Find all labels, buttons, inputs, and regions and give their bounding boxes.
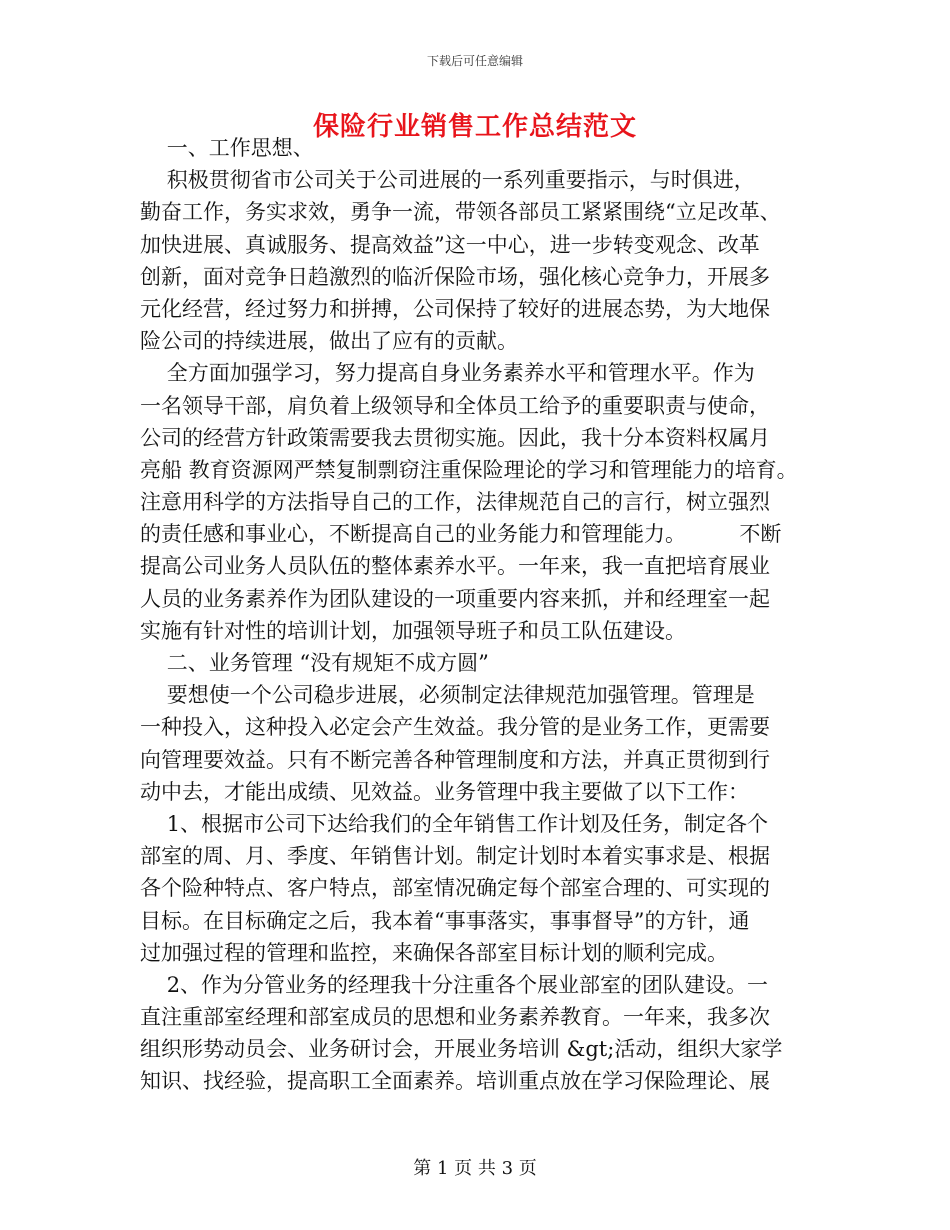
body-line: 人员的业务素养作为团队建设的一项重要内容来抓，并和经理室一起 — [140, 586, 770, 611]
body-line: 过加强过程的管理和监控，来确保各部室目标计划的顺利完成。 — [140, 940, 728, 965]
body-line: 组织形势动员会、业务研讨会，开展业务培训 &gt;活动，组织大家学 — [140, 1037, 783, 1062]
document-title: 保险行业销售工作总结范文 — [312, 112, 637, 142]
body-line: 一、工作思想、 — [140, 136, 314, 160]
body-line: 1、根据市公司下达给我们的全年销售工作计划及任务，制定各个 — [140, 811, 769, 836]
body-line: 险公司的持续进展，做出了应有的贡献。 — [140, 329, 518, 354]
body-line: 一种投入，这种投入必定会产生效益。我分管的是业务工作，更需要 — [140, 715, 770, 740]
body-line: 向管理要效益。只有不断完善各种管理制度和方法，并真正贯彻到行 — [140, 747, 770, 772]
body-line: 二、业务管理 “没有规矩不成方圆” — [140, 651, 489, 675]
body-line: 勤奋工作，务实求效，勇争一流，带领各部员工紧紧围绕“立足改革、 — [140, 200, 781, 225]
body-line: 亮船 教育资源网严禁复制剽窃注重保险理论的学习和管理能力的培育。 — [140, 457, 798, 482]
body-line: 积极贯彻省市公司关于公司进展的一系列重要指示，与时俱进， — [140, 168, 755, 193]
body-line: 实施有针对性的培训计划，加强领导班子和员工队伍建设。 — [140, 618, 686, 643]
page-header-note: 下载后可任意编辑 — [426, 54, 523, 68]
body-line: 公司的经营方针政策需要我去贯彻实施。因此，我十分本资料权属月 — [140, 425, 770, 450]
body-line: 部室的周、月、季度、年销售计划。制定计划时本着实事求是、根据 — [140, 844, 770, 869]
body-line: 一名领导干部，肩负着上级领导和全体员工给予的重要职责与使命， — [140, 393, 770, 418]
body-line: 提高公司业务人员队伍的整体素养水平。一年来，我一直把培育展业 — [140, 554, 770, 579]
body-line: 加快进展、真诚服务、提高效益”这一中心，进一步转变观念、改革 — [140, 232, 760, 257]
body-line: 动中去，才能出成绩、见效益。业务管理中我主要做了以下工作： — [140, 779, 749, 804]
body-line: 全方面加强学习，努力提高自身业务素养水平和管理水平。作为 — [140, 361, 755, 386]
body-line: 要想使一个公司稳步进展，必须制定法律规范加强管理。管理是 — [140, 683, 755, 708]
body-line: 各个险种特点、客户特点，部室情况确定每个部室合理的、可实现的 — [140, 876, 770, 901]
body-line: 直注重部室经理和部室成员的思想和业务素养教育。一年来，我多次 — [140, 1005, 770, 1030]
body-line: 知识、找经验，提高职工全面素养。培训重点放在学习保险理论、展 — [140, 1069, 770, 1094]
body-line: 2、作为分管业务的经理我十分注重各个展业部室的团队建设。一 — [140, 972, 769, 997]
body-line: 目标。在目标确定之后，我本着“事事落实，事事督导”的方针，通 — [140, 908, 750, 933]
body-line: 注意用科学的方法指导自己的工作，法律规范自己的言行，树立强烈 — [140, 490, 770, 515]
body-line: 的责任感和事业心，不断提高自己的业务能力和管理能力。 不断 — [140, 522, 782, 547]
body-line: 创新，面对竞争日趋激烈的临沂保险市场，强化核心竞争力，开展多 — [140, 264, 770, 289]
body-line: 元化经营，经过努力和拼搏，公司保持了较好的进展态势，为大地保 — [140, 296, 770, 321]
page-number-footer: 第 1 页 共 3 页 — [413, 1158, 537, 1179]
document-body — [140, 132, 830, 1098]
